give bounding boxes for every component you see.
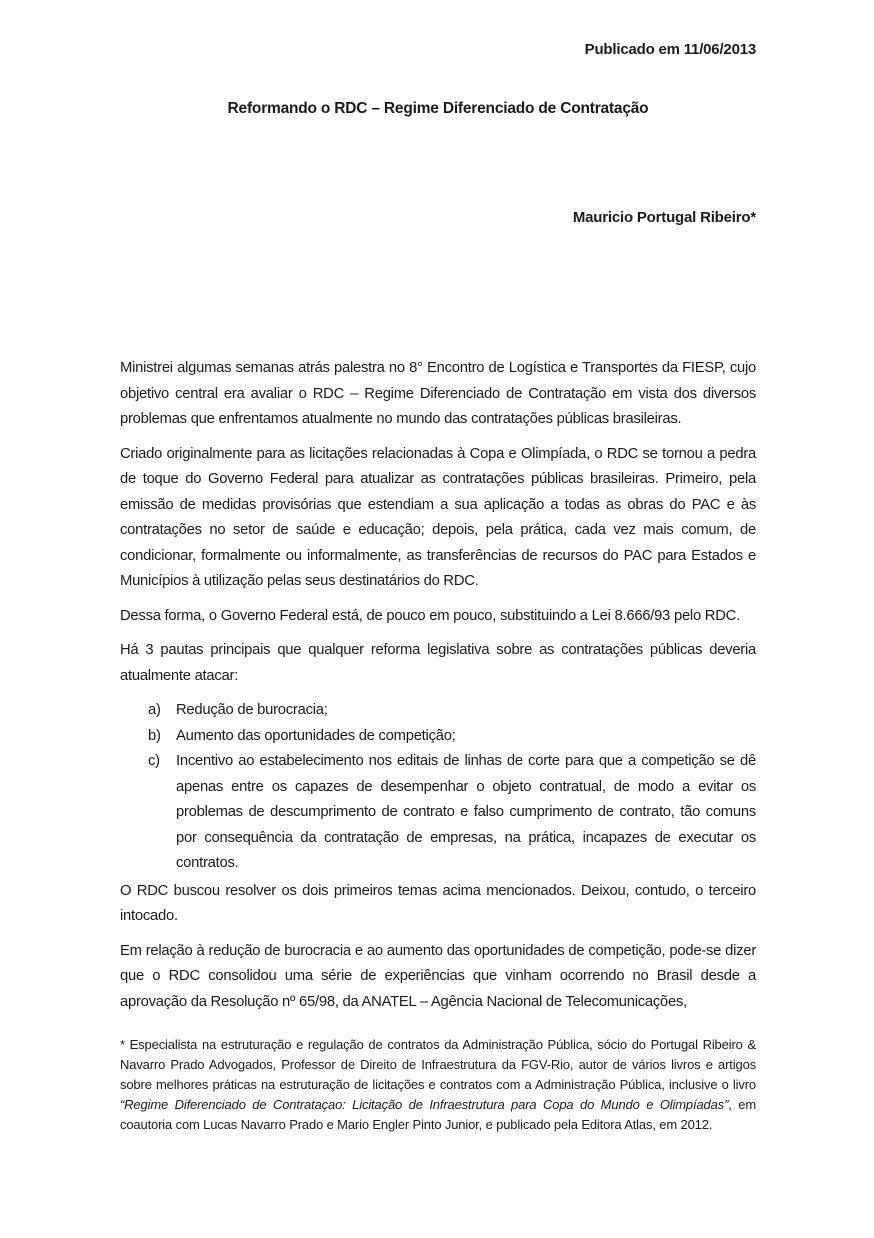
published-date: Publicado em 11/06/2013 bbox=[584, 41, 756, 58]
list-item-b bbox=[148, 724, 756, 750]
list-item-text: Redução de burocracia; bbox=[176, 702, 328, 718]
footnote-book-title: “Regime Diferenciado de Contrataçao: Licitação de Infraestrutura para Copa do Mundo e Olimpíadas” bbox=[120, 1097, 729, 1112]
footnote-text-post: , em coautoria com Lucas Navarro Prado e Mario Engler Pinto Junior, e publicado pela Editora Atlas, em 2012. bbox=[120, 1097, 756, 1132]
footnote-text-pre: * Especialista na estruturação e regulação de contratos da Administração Pública, sócio do Portugal Ribeiro & Navarro Prado Advogados, Professor de Direito de Infraestrutura da FGV-Rio, autor de vários livros e artigos sobre melhores práticas na estruturação de licitações e contratos com a Administração Pública, inclusive o livro bbox=[120, 1037, 756, 1092]
document-title: Reformando o RDC – Regime Diferenciado de Contratação bbox=[227, 100, 649, 117]
list-marker: c) bbox=[148, 753, 160, 769]
list-marker: b) bbox=[148, 727, 161, 744]
paragraph-rdc-origin: Criado originalmente para as licitações relacionadas à Copa e Olimpíada, o RDC se tornou a pedra de toque do Governo Federal para atualizar as contratações públicas brasileiras. Primeiro, pela emissão de medidas provisórias que estendiam a sua aplicação a todas as obras do PAC e às contratações no setor de saúde e educação; depois, pela prática, cada vez mais comum, de condicionar, formalmente ou informalmente, as transferências de recursos do PAC para Estados e Municípios à utilização pelas seus destinatários do RDC. bbox=[120, 445, 756, 589]
list-marker: a) bbox=[148, 702, 161, 718]
paragraph-pautas-intro: Há 3 pautas principais que qualquer reforma legislativa sobre as contratações públicas deveria atualmente atacar: bbox=[120, 642, 756, 684]
alpha-list bbox=[148, 698, 756, 877]
author-byline: Mauricio Portugal Ribeiro* bbox=[572, 209, 756, 226]
list-item-a bbox=[148, 698, 756, 724]
paragraph-lei-8666: Dessa forma, o Governo Federal está, de pouco em pouco, substituindo a Lei 8.666/93 pelo RDC. bbox=[120, 607, 740, 624]
paragraph-intro: Ministrei algumas semanas atrás palestra no 8° Encontro de Logística e Transportes da FIESP, cujo objetivo central era avaliar o RDC – Regime Diferenciado de Contratação em vista dos diversos problemas que enfrentamos atualmente no mundo das contratações públicas brasileiras. bbox=[120, 360, 756, 427]
list-item-text: Aumento das oportunidades de competição; bbox=[176, 727, 456, 744]
list-item-text: Incentivo ao estabelecimento nos editais de linhas de corte para que a competição se dê apenas entre os capazes de desempenhar o objeto contratual, de modo a evitar os problemas de descumprimento de contrato e falso cumprimento de contrato, tão comuns por consequência da contratação de empresas, na prática, incapazes de executar os contratos. bbox=[176, 753, 756, 871]
paragraph-anatel: Em relação à redução de burocracia e ao aumento das oportunidades de competição, pode-se dizer que o RDC consolidou uma série de experiências que vinham ocorrendo no Brasil desde a aprovação da Resolução nº 65/98, da ANATEL – Agência Nacional de Telecomunicações, bbox=[120, 942, 756, 1010]
list-item-c bbox=[148, 749, 756, 877]
footnote bbox=[120, 1035, 756, 1135]
paragraph-rdc-resolveu: O RDC buscou resolver os dois primeiros temas acima mencionados. Deixou, contudo, o terceiro intocado. bbox=[120, 882, 756, 924]
